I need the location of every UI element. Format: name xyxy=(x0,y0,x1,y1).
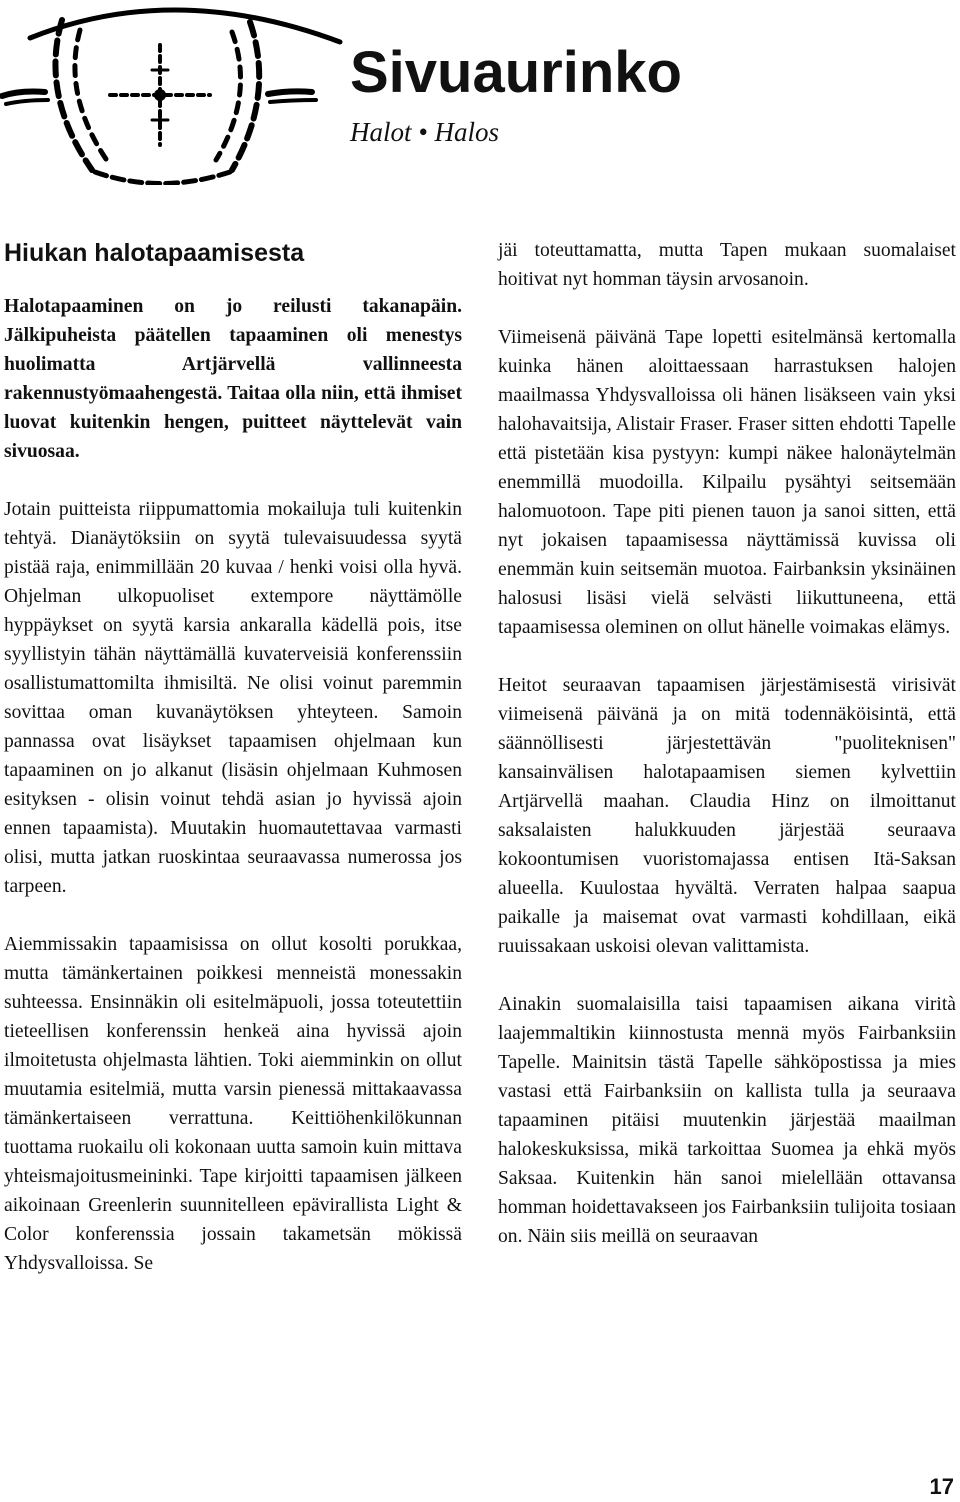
page-subtitle: Halot • Halos xyxy=(350,117,499,147)
page-title: Sivuaurinko xyxy=(350,40,682,105)
left-column xyxy=(4,236,462,1307)
body-paragraph: Aiemmissakin tapaamisissa on ollut kosolti porukkaa, mutta tämänkertainen poikkesi menneistä monessakin suhteessa. Ensinnäkin oli esitelmäpuoli, jossa toteutettiin tieteellisen konferenssin henkeä aina hyvissä ajoin ilmoitetusta ohjelmasta lähtien. Toki aiemminkin on ollut muutamia esitelmiä, mutta varsin pienessä mittakaavassa tämänkertaiseen verrattuna. Keittiöhenkilökunnan tuottama ruokailu oli kokonaan uutta samoin kuin mittava yhteismajoitusmeininki. Tape kirjoitti tapaamisen jälkeen aikoinaan Greenlerin suunnitelleen epävirallista Light & Color konferenssia jossain takametsän mökissä Yhdysvalloissa. Se xyxy=(4,934,462,1274)
body-paragraph: Ainakin suomalaisilla taisi tapaamisen aikana virità laajemmaltikin kiinnostusta mennä myös Fairbanksiin Tapelle. Mainitsin tästä Tapelle sähköpostissa ja mies vastasi että Fairbanksiin on kallista tulla ja seuraava tapaaminen pitäisi muutenkin järjestää maailman halokeskuksissa, mikä tarkoittaa Suomea ja ehkä myös Saksaa. Kuitenkin hän sanoi mielellään ottavansa homman hoidettavakseen jos Fairbanksiin tulijoita tosiaan on. Näin siis meillä on seuraavan xyxy=(498,994,956,1247)
page-number: 17 xyxy=(929,1474,954,1499)
body-paragraph: Heitot seuraavan tapaamisen järjestämisestä virisivät viimeisenä päivänä ja on mitä todennäköisintä, että säännöllisesti järjestettävän "puoliteknisen" kansainvälisen halotapaamisen siemen kylvettiin Artjärvellä maahan. Claudia Hinz on ilmoittanut saksalaisten halukkuuden järjestää seuraava kokoontumisen vuoristomajassa entisen Itä-Saksan alueella. Kuulostaa hyvältä. Verraten halpaa saapua paikalle ja maisemat ovat varmasti kohdillaan, eikä ruuissakaan uskoisi olevan valittamista. xyxy=(498,675,956,957)
right-column xyxy=(498,236,956,1280)
body-paragraph: Viimeisenä päivänä Tape lopetti esitelmänsä kertomalla kuinka hänen aloittaessaan harrastuksen halojen maailmassa Yhdysvalloissa oli hänen lisäkseen vain yksi halohavaitsija, Alistair Fraser. Fraser sitten ehdotti Tapelle että pistetään kisa pystyyn: kumpi näkee halonäytelmän enemmillä muodoilla. Kilpailu pysähtyi seitsemään halomuotoon. Tape piti pienen tauon ja sanoi sitten, että nyt jokaisen tapaamisessa näyttämissä kuvissa oli enemmän kuin seitsemän muotoa. Fairbanksin yksinäinen halosusi lisäsi vielä selvästi liikuttuneena, että tapaamisessa oleminen on ollut hänelle voimakas elämys. xyxy=(498,327,956,638)
article-heading: Hiukan halotapaamisesta xyxy=(4,239,305,267)
body-paragraph: Jotain puitteista riippumattomia mokailuja tuli kuitenkin tehtyä. Dianäytöksiin on syytä tulevaisuudessa syytä pistää raja, enimmillään 20 kuvaa / henki voisi olla hyvä. Ohjelman ulkopuoliset extempore näyttämölle hyppäykset on syytä karsia ankaralla kädellä pois, itse syyllistyin tähän näyttämällä kuvaterveisiä konferenssiin osallistumattomilta ihmisiltä. Ne olisi voinut paremmin sovittaa oman kuvanäytöksen yhteyteen. Samoin pannassa ovat lisäykset tapaamisen ohjelmaan kun tapaaminen on jo alkanut (lisäsin ohjelmaan Kuhmosen esityksen - olisin voinut tehdä asian jo hyvissä ajoin ennen tapaamista). Muutakin huomautettavaa varmasti olisi, mutta jatkan ruoskintaa seuraavassa numerossa jos tarpeen. xyxy=(4,499,462,897)
lead-paragraph: Halotapaaminen on jo reilusti takanapäin. Jälkipuheista päätellen tapaaminen oli menestys huolimatta Artjärvellä vallinneesta rakennustyömaahengestä. Taitaa olla niin, että ihmiset luovat kuitenkin hengen, puitteet näyttelevät vain sivuosaa. xyxy=(4,296,462,462)
body-paragraph: jäi toteuttamatta, mutta Tapen mukaan suomalaiset hoitivat nyt homman täysin arvosanoin. xyxy=(498,240,956,290)
halo-logo-icon xyxy=(0,0,350,185)
